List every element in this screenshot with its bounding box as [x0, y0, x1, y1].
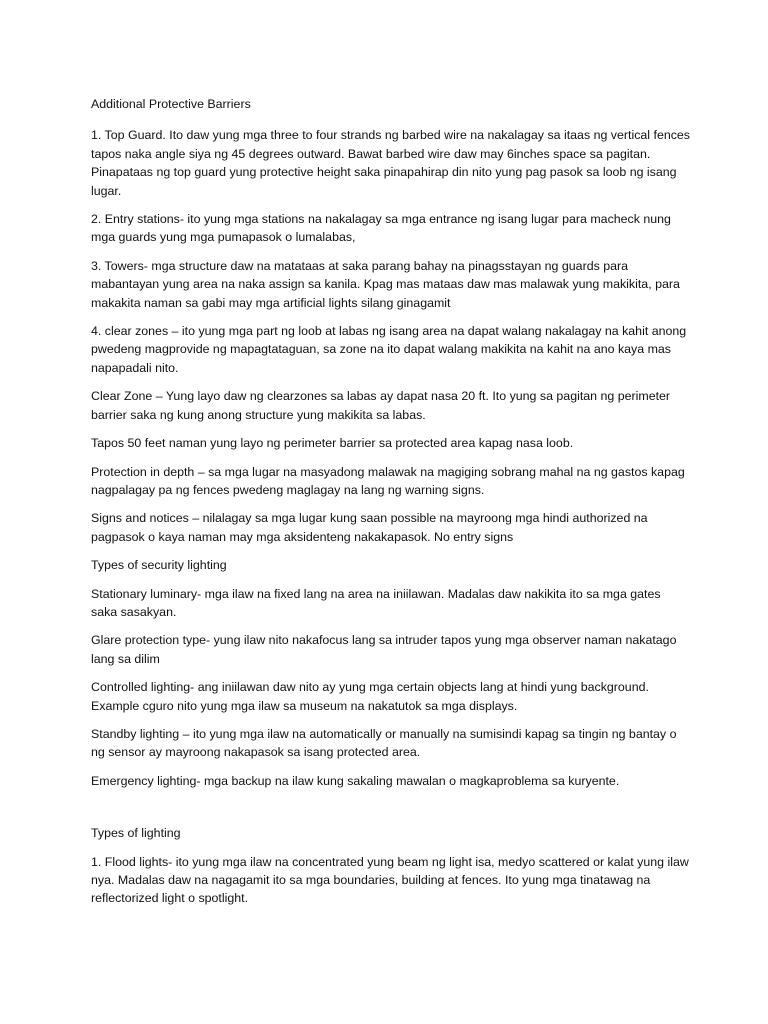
document-title: Additional Protective Barriers [91, 97, 251, 111]
paragraph-top-guard: 1. Top Guard. Ito daw yung mga three to four strands ng barbed wire na nakalagay sa itaas ng vertical fences tapos naka angle siya ng 45 degrees outward. Bawat barbed wire daw may 6inches space sa pagitan. Pinapataas ng top guard yung protective height saka pinapahirap din nito yung pag pasok sa loob ng isang lugar. [91, 128, 691, 198]
section-heading-types-of-lighting: Types of lighting [91, 826, 181, 841]
paragraph-perimeter-distance: Tapos 50 feet naman yung layo ng perimeter barrier sa protected area kapag nasa loob. [91, 436, 574, 451]
paragraph-clear-zone-distance: Clear Zone – Yung layo daw ng clearzones sa labas ay dapat nasa 20 ft. Ito yung sa pagitan ng perimeter barrier saka ng kung anong structure yung makikita sa labas. [91, 389, 671, 422]
paragraph-entry-stations: 2. Entry stations- ito yung mga stations na nakalagay sa mga entrance ng isang lugar para macheck nung mga guards yung mga pumapasok o lumalabas, [91, 212, 671, 245]
paragraph-standby-lighting: Standby lighting – ito yung mga ilaw na automatically or manually na sumisindi kapag sa tingin ng bantay o ng sensor ay mayroong nakapasok sa isang protected area. [91, 726, 677, 760]
paragraph-controlled-lighting: Controlled lighting- ang iniilawan daw nito ay yung mga certain objects lang at hindi yung background. Example cguro nito yung mga ilaw sa museum na nakatutok sa mga displays. [91, 680, 649, 713]
paragraph-stationary-luminary: Stationary luminary- mga ilaw na fixed lang na area na iniilawan. Madalas daw nakikita ito sa mga gates saka sasakyan. [91, 586, 661, 619]
paragraph-towers: 3. Towers- mga structure daw na matataas at saka parang bahay na pinagsstayan ng guards para mabantayan yung area na naka assign sa kanila. Kpag mas mataas daw mas malawak yung makikita, para makakita naman sa gabi may mga artificial lights silang ginagamit [91, 258, 680, 310]
paragraph-signs-and-notices: Signs and notices – nilalagay sa mga lugar kung saan possible na mayroong mga hindi authorized na pagpasok o kaya naman may mga aksidenteng nakakapasok. No entry signs [91, 511, 648, 544]
section-heading-security-lighting: Types of security lighting [91, 558, 227, 573]
paragraph-protection-in-depth: Protection in depth – sa mga lugar na masyadong malawak na magiging sobrang mahal na ng gastos kapag nagpalagay pa ng fences pwedeng maglagay na lang ng warning signs. [91, 464, 685, 497]
paragraph-emergency-lighting: Emergency lighting- mga backup na ilaw kung sakaling mawalan o magkaproblema sa kuryente. [91, 773, 620, 788]
paragraph-flood-lights: 1. Flood lights- ito yung mga ilaw na concentrated yung beam ng light isa, medyo scattered or kalat yung ilaw nya. Madalas daw na nagagamit ito sa mga boundaries, building at fences. Ito yung mga tinatawag na reflectorized light o spotlight. [91, 854, 689, 906]
paragraph-glare-protection: Glare protection type- yung ilaw nito nakafocus lang sa intruder tapos yung mga observer naman nakatago lang sa dilim [91, 633, 677, 666]
paragraph-clear-zones: 4. clear zones – ito yung mga part ng loob at labas ng isang area na dapat walang nakalagay na kahit anong pwedeng magprovide ng mapagtataguan, sa zone na ito dapat walang makikita na kahit na ano kaya mas napapadali nito. [91, 324, 687, 375]
